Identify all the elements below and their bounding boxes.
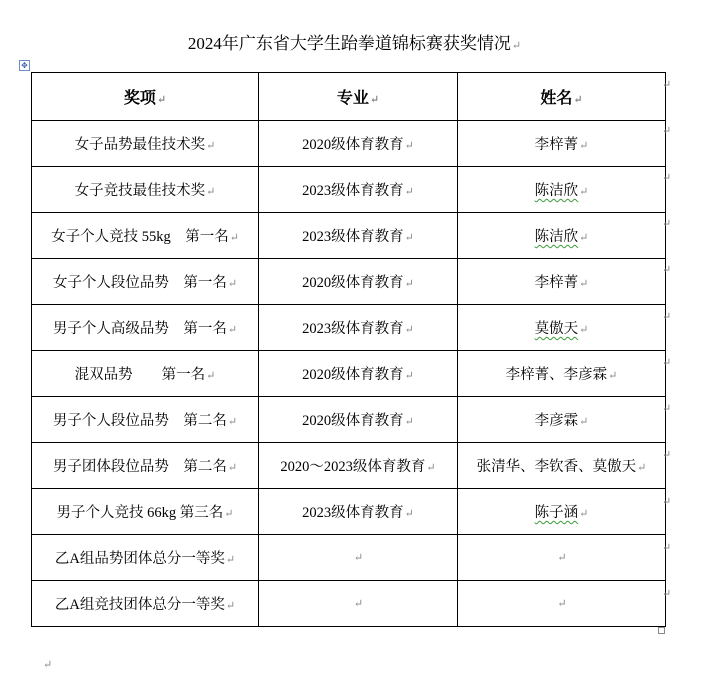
- table-row: [32, 167, 666, 213]
- cell-award[interactable]: 男子个人段位品势 第二名↵: [32, 397, 259, 443]
- header-major: 专业↵: [259, 73, 458, 121]
- table-row: [32, 121, 666, 167]
- cell-award[interactable]: 女子品势最佳技术奖↵: [32, 121, 259, 167]
- row-end-mark: ↵: [662, 310, 672, 323]
- paragraph-mark: ↵: [43, 659, 53, 671]
- table-move-handle-icon[interactable]: ✥: [19, 60, 30, 71]
- row-end-mark: ↵: [662, 449, 672, 462]
- table-row: [32, 443, 666, 489]
- cell-major[interactable]: 2023级体育教育↵: [259, 305, 458, 351]
- cell-name[interactable]: 陈洁欣↵: [458, 167, 666, 213]
- cell-name[interactable]: 张清华、李钦香、莫傲天↵: [458, 443, 666, 489]
- cell-major[interactable]: 2020～2023级体育教育↵: [259, 443, 458, 489]
- row-end-mark: ↵: [662, 264, 672, 277]
- table-row: [32, 351, 666, 397]
- cell-award[interactable]: 女子个人段位品势 第一名↵: [32, 259, 259, 305]
- cell-major[interactable]: 2023级体育教育↵: [259, 167, 458, 213]
- cell-name[interactable]: 莫傲天↵: [458, 305, 666, 351]
- row-end-mark: ↵: [662, 79, 672, 91]
- row-end-mark: ↵: [662, 403, 672, 416]
- awards-table: [31, 72, 666, 627]
- cell-name[interactable]: 陈子涵↵: [458, 489, 666, 535]
- table-row: [32, 213, 666, 259]
- table-row: [32, 397, 666, 443]
- table-header-row: [32, 73, 666, 121]
- header-name: 姓名↵: [458, 73, 666, 121]
- cell-name[interactable]: 李彦霖↵: [458, 397, 666, 443]
- cell-major[interactable]: ↵: [259, 535, 458, 581]
- cell-award[interactable]: 乙A组品势团体总分一等奖↵: [32, 535, 259, 581]
- paragraph-mark: ↵: [511, 40, 522, 52]
- document-title: 2024年广东省大学生跆拳道锦标赛获奖情况↵: [187, 34, 522, 53]
- cell-award[interactable]: 男子团体段位品势 第二名↵: [32, 443, 259, 489]
- row-end-mark: ↵: [662, 171, 672, 184]
- row-end-mark: ↵: [662, 356, 672, 369]
- cell-name[interactable]: ↵: [458, 535, 666, 581]
- cell-award[interactable]: 混双品势 第一名↵: [32, 351, 259, 397]
- row-end-mark: ↵: [662, 125, 672, 138]
- cell-major[interactable]: 2020级体育教育↵: [259, 351, 458, 397]
- header-award: 奖项↵: [32, 73, 259, 121]
- cell-name[interactable]: 李梓菁↵: [458, 259, 666, 305]
- table-row: [32, 489, 666, 535]
- cell-award[interactable]: 男子个人竞技 66kg 第三名↵: [32, 489, 259, 535]
- row-end-mark: ↵: [662, 495, 672, 508]
- table-row: [32, 581, 666, 627]
- table-row: [32, 259, 666, 305]
- cell-award[interactable]: 男子个人高级品势 第一名↵: [32, 305, 259, 351]
- row-end-mark: ↵: [662, 542, 672, 554]
- cell-major[interactable]: ↵: [259, 581, 458, 627]
- row-end-mark: ↵: [662, 217, 672, 230]
- table-row: [32, 305, 666, 351]
- cell-name[interactable]: 李梓菁、李彦霖↵: [458, 351, 666, 397]
- cell-major[interactable]: 2023级体育教育↵: [259, 213, 458, 259]
- cell-award[interactable]: 女子竞技最佳技术奖↵: [32, 167, 259, 213]
- table-resize-handle[interactable]: [658, 627, 665, 634]
- cell-name[interactable]: 李梓菁↵: [458, 121, 666, 167]
- cell-name[interactable]: ↵: [458, 581, 666, 627]
- cell-major[interactable]: 2020级体育教育↵: [259, 259, 458, 305]
- cell-name[interactable]: 陈洁欣↵: [458, 213, 666, 259]
- cell-major[interactable]: 2023级体育教育↵: [259, 489, 458, 535]
- table-row: [32, 535, 666, 581]
- cell-major[interactable]: 2020级体育教育↵: [259, 121, 458, 167]
- cell-award[interactable]: 女子个人竞技 55kg 第一名↵: [32, 213, 259, 259]
- row-end-mark: ↵: [662, 588, 672, 601]
- cell-award[interactable]: 乙A组竞技团体总分一等奖↵: [32, 581, 259, 627]
- cell-major[interactable]: 2020级体育教育↵: [259, 397, 458, 443]
